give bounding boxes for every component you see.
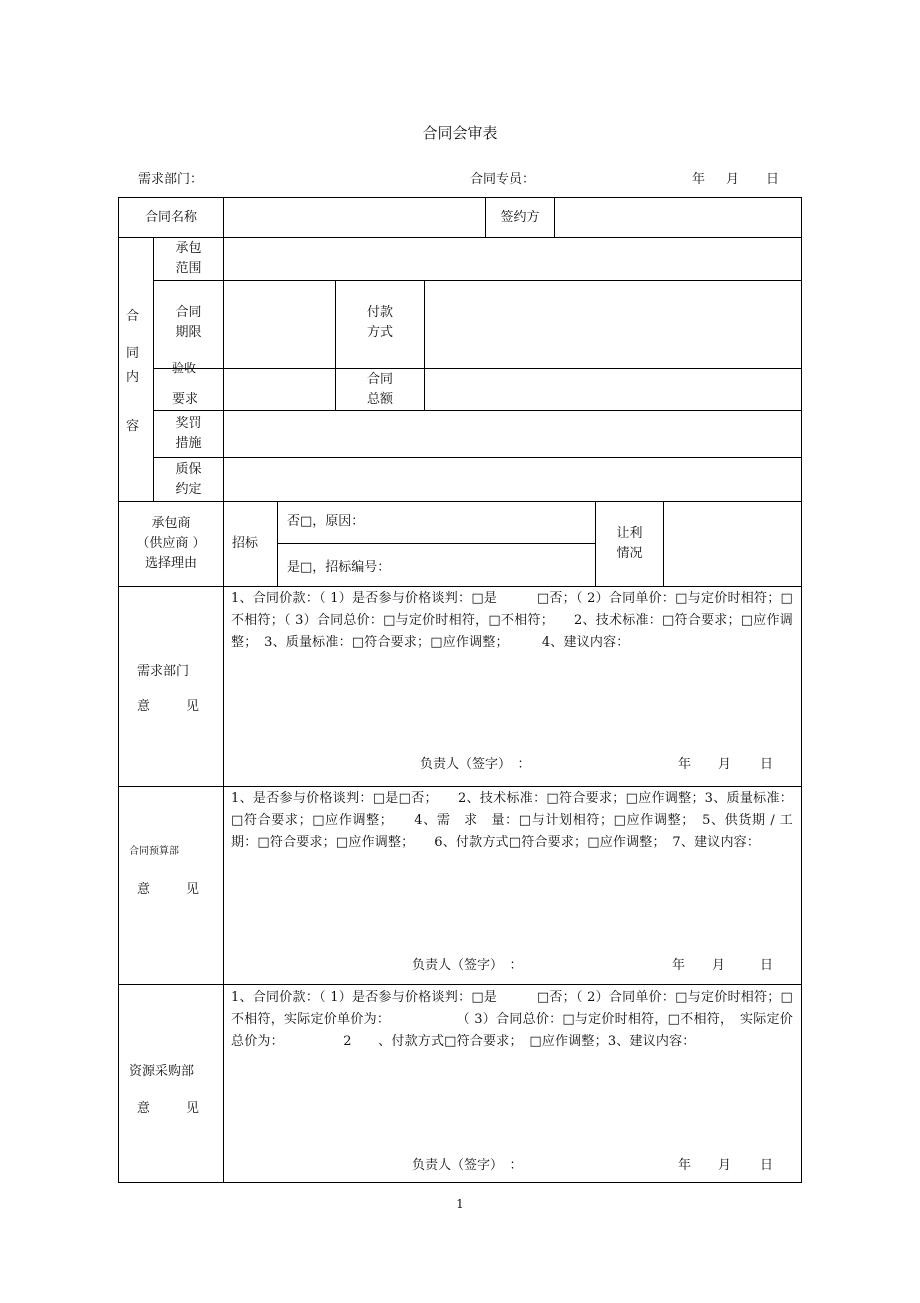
demand-dept-opinion-text[interactable]: 1、合同价款：（ 1）是否参与价格谈判：□是 □否；（ 2）合同单价：□与定价时相符；□不相符；（ 3）合同总价：□与定价时相符，□不相符； 2、技术标准：□符合要求；□应作调整； 3、质量标准：□符合要求；□应作调整； 4、建议内容： <box>231 591 793 650</box>
demand-sign-day: 日 <box>760 757 774 772</box>
scope-field[interactable] <box>224 238 801 280</box>
procurement-sign-month: 月 <box>718 1158 732 1173</box>
demand-signer-label: 负责人（签字） ： <box>420 757 531 772</box>
header-month: 月 <box>726 172 740 187</box>
scope-label-line: 承包 <box>175 241 202 256</box>
demand-sign-month: 月 <box>718 757 732 772</box>
procurement-dept-opinion-text[interactable]: 1、合同价款：（ 1）是否参与价格谈判：□是 □否；（ 2）合同单价：□与定价时相符；□不相符，实际定价单价为： （ 3）合同总价：□与定价时相符，□不相符， 实际定价总价为： 2 、付款方式□符合要求； □应作调整；3、建议内容： <box>231 990 793 1049</box>
table-border-line <box>118 984 802 985</box>
total-label <box>336 369 424 410</box>
procurement-signer-label: 负责人（签字） ： <box>412 1158 523 1173</box>
supplier-reason-line: 承包商 <box>151 516 191 531</box>
demand-dept-label: 需求部门： <box>138 172 204 187</box>
header-day: 日 <box>766 172 780 187</box>
header-year: 年 <box>692 172 706 187</box>
total-field[interactable] <box>425 369 801 410</box>
penalty-label <box>154 411 223 457</box>
scope-label-line: 范围 <box>175 261 202 276</box>
acceptance-field[interactable] <box>224 369 335 410</box>
budget-dept-opinion-text[interactable]: 1、是否参与价格谈判：□是□否； 2、技术标准：□符合要求；□应作调整；3、质量标准：□符合要求；□应作调整； 4、需 求 量：□与计划相符；□应作调整； 5、供货期 / 工期：□符合要求；□应作调整； 6、付款方式□符合要求；□应作调整； 7、建议内容： <box>231 791 793 850</box>
acceptance-label-line: 验收 <box>172 361 197 375</box>
opinion-char: 见 <box>186 1101 200 1116</box>
table-border-line <box>118 1182 802 1183</box>
warranty-label-line: 约定 <box>175 481 202 497</box>
supplier-reason-line: 选择理由 <box>144 556 197 571</box>
budget-dept-opinion-label: 合同预算部 <box>129 846 179 857</box>
contract-content-char: 内 <box>126 370 140 385</box>
term-label <box>154 281 223 368</box>
budget-sign-month: 月 <box>712 958 726 973</box>
supplier-reason-label <box>119 502 223 586</box>
opinion-char: 意 <box>137 882 151 897</box>
budget-sign-year: 年 <box>672 958 686 973</box>
procurement-sign-year: 年 <box>678 1158 692 1173</box>
payment-label-line: 付款 <box>366 305 393 320</box>
total-label-line: 合同 <box>366 371 393 387</box>
table-border-line <box>118 786 802 787</box>
term-label-line: 期限 <box>175 325 202 340</box>
yes-bid-option[interactable]: 是□，招标编号： <box>287 560 391 575</box>
demand-dept-opinion-label: 需求部门 <box>137 664 190 679</box>
concession-field[interactable] <box>664 502 801 586</box>
acceptance-label-line: 要求 <box>172 392 199 407</box>
warranty-label <box>154 458 223 501</box>
opinion-char: 意 <box>137 699 151 714</box>
table-border-line <box>277 543 595 544</box>
warranty-label-line: 质保 <box>175 461 202 477</box>
opinion-char: 意 <box>137 1101 151 1116</box>
payment-label-line: 方式 <box>366 325 393 340</box>
table-border-line <box>801 197 802 1183</box>
warranty-field[interactable] <box>224 458 801 501</box>
term-field[interactable] <box>224 281 335 368</box>
demand-sign-year: 年 <box>678 757 692 772</box>
term-label-line: 合同 <box>175 305 202 320</box>
penalty-field[interactable] <box>224 411 801 457</box>
opinion-char: 见 <box>186 882 200 897</box>
no-bid-option[interactable]: 否□，原因： <box>287 514 365 529</box>
page-number: 1 <box>456 1197 464 1211</box>
concession-label-line: 让利 <box>616 526 643 541</box>
contract-content-char: 容 <box>126 419 140 434</box>
scope-label <box>154 238 223 280</box>
table-border-line <box>277 501 278 586</box>
penalty-label-line: 措施 <box>175 436 202 451</box>
procurement-sign-day: 日 <box>760 1158 774 1173</box>
budget-signer-label: 负责人（签字） ： <box>412 958 523 973</box>
bid-label: 招标 <box>232 536 259 551</box>
payment-field[interactable] <box>425 281 801 368</box>
contract-specialist-label: 合同专员： <box>470 172 536 187</box>
contract-content-char: 同 <box>126 346 140 361</box>
signing-party-label: 签约方 <box>500 209 540 225</box>
penalty-label-line: 奖罚 <box>175 416 202 431</box>
payment-label <box>336 281 424 368</box>
supplier-reason-line: （供应商 ） <box>136 536 206 551</box>
opinion-char: 见 <box>186 699 200 714</box>
procurement-dept-opinion-label: 资源采购部 <box>129 1064 195 1079</box>
contract-name-label: 合同名称 <box>144 209 197 225</box>
table-border-line <box>118 197 119 1183</box>
page-title: 合同会审表 <box>422 124 498 142</box>
signing-party-field[interactable] <box>555 198 801 237</box>
budget-sign-day: 日 <box>760 958 774 973</box>
concession-label-line: 情况 <box>616 546 643 561</box>
contract-content-char: 合 <box>126 309 140 324</box>
table-border-line <box>118 586 802 587</box>
total-label-line: 总额 <box>366 391 393 407</box>
concession-label <box>596 502 663 586</box>
contract-name-field[interactable] <box>224 198 485 237</box>
